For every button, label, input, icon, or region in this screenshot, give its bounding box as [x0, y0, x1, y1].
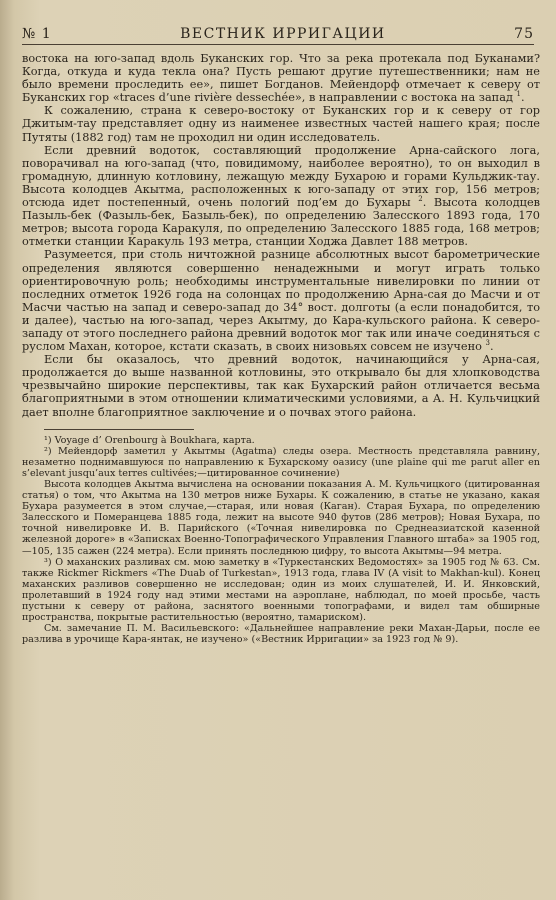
- paragraph: К сожалению, страна к северо-востоку от Буканских гор и к северу от гор Джитым-тау представляет одну из наименее известных частей нашего края; после Путяты (1882 год) там не проходил ни один исследователь.: [22, 104, 540, 144]
- journal-title: ВЕСТНИК ИРРИГАЦИИ: [180, 26, 386, 42]
- footnotes: [22, 435, 540, 646]
- page-header: [22, 24, 534, 45]
- footnote-ref[interactable]: 3: [485, 339, 490, 348]
- paragraph: востока на юго-запад вдоль Буканских гор. Что за река протекала под Буканами? Когда, откуда и куда текла она? Пусть решают другие путешественники; нам не было времени проследить ее», пишет Богданов. Мейендорф отмечает к северу от Буканских гор «traces d’une rivière dessechée», в направлении с востока на запад $^1$.: [22, 52, 540, 105]
- footnote-ref[interactable]: 2: [418, 195, 423, 204]
- footnote-ref[interactable]: 1: [516, 90, 521, 99]
- article-body: [22, 52, 540, 645]
- footnote-divider: [44, 429, 194, 430]
- issue-number: № 1: [22, 26, 52, 42]
- footnote: ¹) Voyage d’ Orenbourg à Boukhara, карта.: [44, 434, 255, 446]
- footnote: ³) О маханских разливах см. мою заметку в «Туркестанских Ведомостях» за 1905 год № 63. См. также Rickmer Rickmers «The Duab of Turkestan», 1913 года, глава IV (A visit to Makhan-kul). Конец маханских разливов совершенно не исследован; один из моих слушателей, И. И. Янковский, пролетавший в 1924 году над этими местами на аэроплане, наблюдал, по моей просьбе, часть пустыни к северу от района, заснятого военными топографами, и видел там обширные пространства, покрытые растительностью (вероятно, тамариском).: [22, 556, 540, 624]
- footnote: Высота колодцев Акытма вычислена на основании показания А. М. Кульчицкого (цитированная статья) о том, что Акытма на 130 метров ниже Бухары. К сожалению, в статье не указано, какая Бухара разумеется в этом случае,—старая, или новая (Каган). Старая Бухара, по определению Залесского и Померанцева 1885 года, лежит на высоте 940 футов (286 метров); Новая Бухара, по точной нивелировке И. В. Парийского («Точная нивелировка по Среднеазиатской казенной железной дороге» в «Записках Военно-Топографического Управления Главного штаба» за 1905 год,—105, 135 сажен (224 метра). Если принять последнюю цифру, то высота Акытмы—94 метра.: [22, 479, 540, 557]
- paragraph: Разумеется, при столь ничтожной разнице абсолютных высот барометрические определения являются совершенно ненадежными и могут играть только ориентировочную роль; необходимы инструментальные нивелировки по линии от последних отметок 1926 года на солонцах по продолжению Арна-сая до Масчи и от Масчи частью на запад и северо-запад до 34° вост. долготы (а если понадобится, то и далее), частью на юго-запад, через Акытму, до Кара-кульского района. К северо-западу от этого последнего района древний водоток мог так или иначе соединяться с руслом Махан, которое, кстати сказать, в своих низовьях совсем не изучено $^3$.: [22, 248, 540, 354]
- footnote: ²) Мейендорф заметил у Акытмы (Agatma) следы озера. Местность представляла равнину, незаметно поднимавшуюся по направлению к Бухарскому оазису (une plaine qui me parut aller en s’elevant jusqu’aux terres cultivées;—цитированное сочинение): [22, 445, 540, 479]
- page-number: 75: [514, 26, 534, 42]
- paragraph: Если бы оказалось, что древний водоток, начинающийся у Арна-сая, продолжается до выше названной котловины, это открывало бы для хлопководства чрезвычайно широкие перспективы, так как Бухарский район отличается весьма благоприятными в этом отношении климатическими условиями, а А. Н. Кульчицкий дает вполне благоприятное заключение и о почвах этого района.: [22, 353, 540, 419]
- footnote: См. замечание П. М. Васильевского: «Дальнейшее направление реки Махан-Дарьи, после ее разлива в урочище Кара-янтак, не изучено» («Вестник Ирригации» за 1923 год № 9).: [22, 623, 540, 646]
- paragraph: Если древний водоток, составляющий продолжение Арна-сайского лога, поворачивал на юго-запад (что, повидимому, наиболее вероятно), то он выходил в громадную, длинную котловину, лежащую между Бухарою и горами Кульджик-тау. Высота колодцев Акытма, расположенных к юго-западу от этих гор, 156 метров; отсюда идет постепенный, очень пологий под’ем до Бухары $^2$. Высота колодцев Пазыль-бек (Фазыль-бек, Базыль-бек), по определению Залесского 1893 года, 170 метров; высота города Каракуля, по определению Залесского 1885 года, 168 метров; отметки станции Каракуль 193 метра, станции Ходжа Давлет 188 метров.: [22, 143, 540, 249]
